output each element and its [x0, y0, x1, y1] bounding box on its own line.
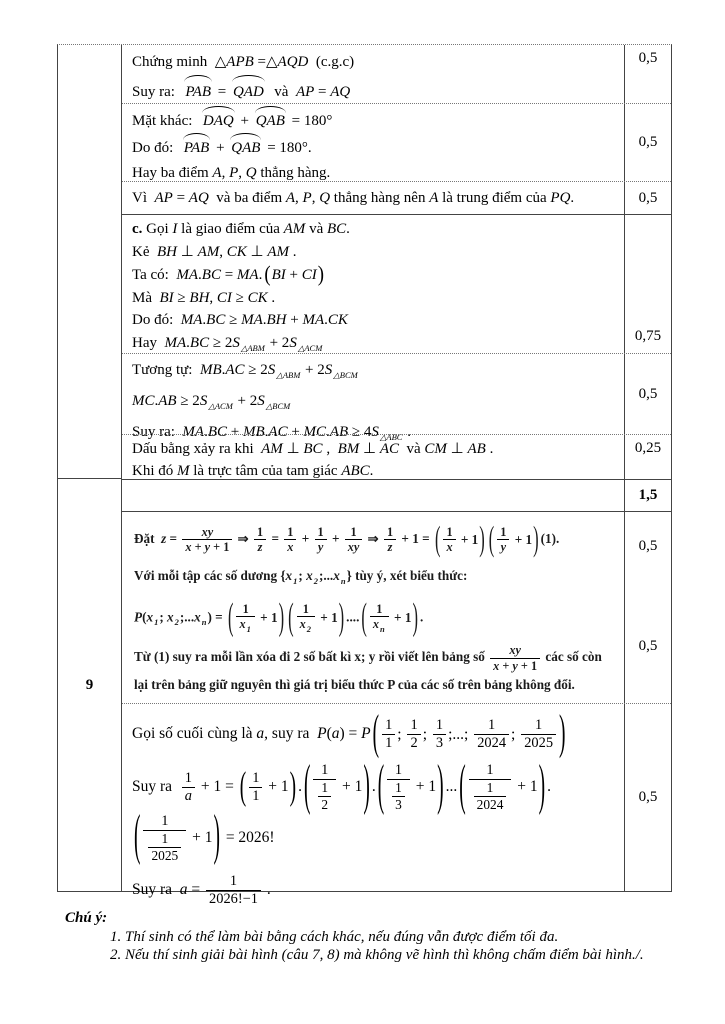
table-row	[122, 214, 671, 353]
points-cell: 0,5	[638, 134, 658, 150]
table-row	[122, 181, 671, 214]
solution-cell-embedded-block	[122, 512, 625, 703]
math-line: Suy ra: $MA.BC + MB.AC + MC.AB \ge 4S_{\triangle ABC}$ .	[132, 424, 411, 442]
points-cell: 0,5	[638, 50, 658, 66]
solution-and-points-columns	[122, 45, 671, 908]
points-value: 0,5	[638, 538, 658, 554]
math-line: Khi đó M là trực tâm của tam giác ABC.	[132, 462, 374, 479]
math-line: Hay $MA.BC \ge 2S_{\triangle ABM} + 2S_{\triangle ACM}$	[132, 335, 323, 354]
note-item: 1. Thí sinh có thể làm bài bằng cách khác, nếu đúng vẫn được điểm tối đa.	[110, 929, 559, 945]
solution-cell	[122, 704, 625, 908]
math-line: Đặt z = $\frac{xy}{x + y + 1}$ ⇒ $\frac{1}{z}$ = $\frac{1}{x}$ + $\frac{1}{y}$ + $\frac{1}{xy}$ ⇒ $\frac{1}{z}$ + 1 = ( 1 x + 1 ) ( 1 y + 1 ) (1).	[134, 518, 560, 559]
solution-cell	[122, 354, 625, 442]
math-line: Suy ra: PAB = QAD và AP = AQ	[132, 76, 616, 106]
note-title: Chú ý:	[65, 910, 108, 926]
table-row	[122, 703, 671, 908]
points-cell: 0,25	[634, 440, 662, 456]
table-row	[122, 511, 671, 703]
math-line: Do đó: PAB + QAB = 180°.	[132, 134, 616, 161]
math-line: Dấu bằng xảy ra khi AM ⊥ BC , BM ⊥ AC và CM ⊥ AB .	[132, 441, 494, 457]
question-8-number-cell	[58, 45, 121, 479]
math-line: $P(x_1$; $x_2;...x_n$) = ( 1 $x_1$ + 1 ) ( 1 $x_2$ + 1 ) .... ( 1 $x_n$ + 1 ) .	[134, 594, 424, 639]
points-cell: 0,75	[634, 328, 662, 344]
points-cell: 0,5	[638, 789, 658, 805]
solution-cell	[122, 215, 625, 353]
table-row	[122, 103, 671, 181]
points-cell: 0,5	[638, 189, 658, 206]
table-row-question-9-header	[122, 479, 671, 511]
solution-cell	[122, 45, 625, 103]
answer-key-table	[57, 44, 672, 908]
solution-cell	[122, 182, 625, 214]
math-line: Ta có: MA.BC = MA. ( BI + CI )	[132, 261, 324, 287]
math-line: Tương tự: $MB.AC \ge 2S_{\triangle ABM} + 2S_{\triangle BCM}$	[132, 362, 358, 380]
math-line: $MC.AB \ge 2S_{\triangle ACM} + 2S_{\triangle BCM}$	[132, 393, 291, 411]
question-9-number-cell: 9	[85, 676, 94, 693]
math-line: Suy ra $\frac{1}{a}$ + 1 = ( 1 1 + 1 ) . ( 1 $\frac{1}{2}$ + 1 ) . ( 1 $\frac{1}{3}$ + 1 ) ... ( 1 $\frac{1}{2024}$ + 1 ) . ( 1 $\frac{1}{2025}$ + 1 ) = 2026!	[132, 756, 551, 868]
table-row	[122, 434, 671, 479]
math-line: Gọi số cuối cùng là a, suy ra P(a) = P ( 1 1 ; 1 2 ; 1 3 ;...; 1 2024 ; 1 2025 )	[132, 707, 566, 761]
math-line: Mà BI ≥ BH, CI ≥ CK .	[132, 289, 276, 306]
math-line: c. Gọi I là giao điểm của AM và BC.	[132, 221, 350, 237]
math-line: Hay ba điểm A, P, Q thẳng hàng.	[132, 165, 331, 181]
points-cell-double	[625, 512, 671, 703]
math-line: Mặt khác: DAQ + QAB = 180°	[132, 107, 616, 134]
math-line: Từ (1) suy ra mỗi lần xóa đi 2 số bất kì x; y rồi viết lên bảng số $\frac{xy}{x + y + 1}$ các số còn lại trên bảng giữ nguyên thì giá trị biểu thức P của các số trên bảng không đổi.	[134, 643, 606, 693]
points-cell-total: 1,5	[638, 487, 658, 503]
solution-cell	[122, 435, 625, 479]
math-line: Do đó: MA.BC ≥ MA.BH + MA.CK	[132, 312, 348, 329]
note-item: 2. Nếu thí sinh giải bài hình (câu 7, 8) mà không vẽ hình thì không chấm điểm bài hình./.	[110, 946, 644, 963]
table-row	[122, 353, 671, 442]
math-line: Vì AP = AQ và ba điểm A, P, Q thẳng hàng nên A là trung điểm của PQ.	[132, 190, 575, 206]
solution-cell	[122, 104, 625, 181]
table-row	[122, 45, 671, 103]
math-line: Kẻ BH ⊥ AM, CK ⊥ AM .	[132, 243, 297, 260]
solution-cell-empty	[122, 480, 625, 511]
math-line: Chứng minh △APB =△AQD (c.g.c)	[132, 54, 355, 70]
math-line: Suy ra a = $\frac{1}{2026!-1}$ .	[132, 873, 271, 908]
question-number-column	[58, 45, 122, 891]
points-value: 0,5	[638, 638, 658, 654]
math-line: Với mỗi tập các số dương {$x_1$; $x_2;...x_n$} tùy ý, xét biểu thức:	[134, 567, 468, 586]
footer-note	[65, 910, 644, 964]
points-cell: 0,5	[638, 385, 658, 402]
